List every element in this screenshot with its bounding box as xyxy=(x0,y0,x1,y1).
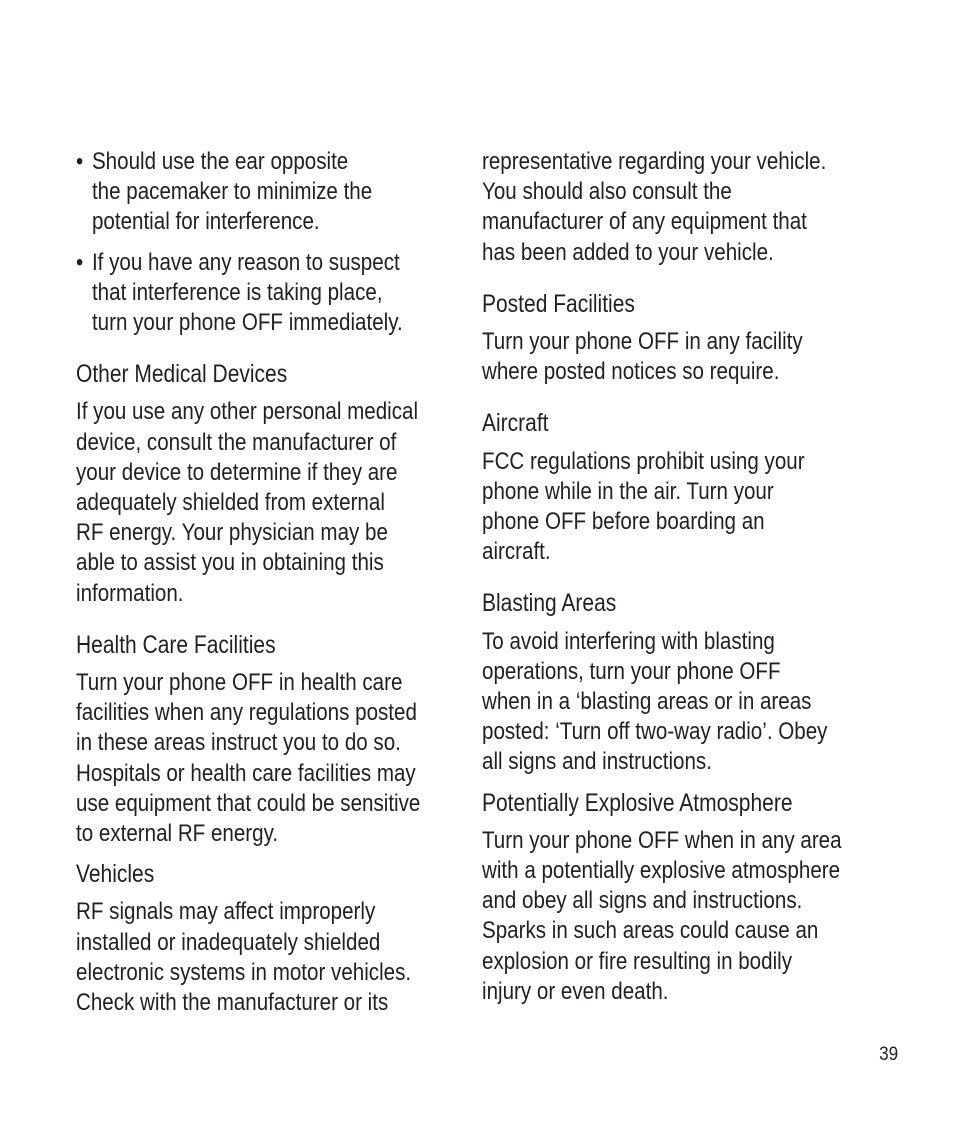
bullet-item xyxy=(76,147,478,238)
section-heading: Potentially Explosive Atmosphere xyxy=(482,788,793,817)
body-line: If you use any other personal medical xyxy=(76,398,419,426)
bullet-line: turn your phone OFF immediately. xyxy=(91,309,403,337)
right-column xyxy=(482,147,867,1007)
body-line: and obey all signs and instructions. xyxy=(482,887,803,915)
section-body xyxy=(76,668,462,849)
section-body xyxy=(482,826,868,1007)
body-line: aircraft. xyxy=(482,538,551,566)
section-heading: Aircraft xyxy=(482,409,549,438)
bullet-symbol: • xyxy=(76,248,84,276)
bullet-item xyxy=(76,248,478,339)
body-line: Turn your phone OFF in any facility xyxy=(482,328,803,356)
body-line: Hospitals or health care facilities may xyxy=(76,759,416,787)
section-body xyxy=(482,447,868,568)
bullet-line: potential for interference. xyxy=(91,208,320,236)
body-line: FCC regulations prohibit using your xyxy=(482,447,805,475)
body-line: with a potentially explosive atmosphere xyxy=(482,857,841,885)
body-line: facilities when any regulations posted xyxy=(76,699,417,727)
bullet-line: that interference is taking place, xyxy=(91,278,383,306)
body-line: all signs and instructions. xyxy=(482,748,712,776)
body-line: RF energy. Your physician may be xyxy=(76,519,388,547)
body-line: injury or even death. xyxy=(482,977,669,1005)
body-line: device, consult the manufacturer of xyxy=(76,428,397,456)
section-heading: Vehicles xyxy=(76,860,155,889)
left-column xyxy=(76,147,461,1018)
body-line: electronic systems in motor vehicles. xyxy=(76,958,412,986)
section-heading: Blasting Areas xyxy=(482,589,617,618)
bullet-line: the pacemaker to minimize the xyxy=(91,178,373,206)
body-line: posted: ‘Turn off two-way radio’. Obey xyxy=(482,718,828,746)
page-number: 39 xyxy=(878,1044,898,1065)
body-line: phone while in the air. Turn your xyxy=(482,477,774,505)
body-line: Sparks in such areas could cause an xyxy=(482,917,819,945)
body-line: your device to determine if they are xyxy=(76,458,398,486)
section-heading: Other Medical Devices xyxy=(76,360,288,389)
body-line: in these areas instruct you to do so. xyxy=(76,729,401,757)
body-line: operations, turn your phone OFF xyxy=(482,657,781,685)
body-line: You should also consult the xyxy=(482,178,732,206)
section-heading: Posted Facilities xyxy=(482,289,635,318)
body-line: installed or inadequately shielded xyxy=(76,928,381,956)
section-body xyxy=(482,327,868,387)
continued-paragraph xyxy=(482,147,868,268)
bullet-line: Should use the ear opposite xyxy=(91,148,349,175)
body-line: manufacturer of any equipment that xyxy=(482,208,807,236)
section-heading: Health Care Facilities xyxy=(76,630,276,659)
body-line: use equipment that could be sensitive xyxy=(76,789,421,817)
body-line: has been added to your vehicle. xyxy=(482,238,774,266)
bullet-symbol: • xyxy=(76,148,84,175)
section-body xyxy=(76,397,462,608)
body-line: adequately shielded from external xyxy=(76,489,385,517)
body-line: To avoid interfering with blasting xyxy=(482,627,775,655)
body-line: RF signals may affect improperly xyxy=(76,898,376,926)
section-body xyxy=(76,897,462,1018)
section-body xyxy=(482,627,868,778)
body-line: Check with the manufacturer or its xyxy=(76,989,389,1017)
bullet-line: If you have any reason to suspect xyxy=(91,248,400,276)
body-line: representative regarding your vehicle. xyxy=(482,148,827,175)
body-line: phone OFF before boarding an xyxy=(482,508,765,536)
body-line: information. xyxy=(76,579,184,607)
body-line: where posted notices so require. xyxy=(482,358,780,386)
body-line: able to assist you in obtaining this xyxy=(76,549,384,577)
body-line: Turn your phone OFF in health care xyxy=(76,669,403,697)
body-line: Turn your phone OFF when in any area xyxy=(482,826,842,854)
body-line: to external RF energy. xyxy=(76,820,279,848)
body-line: explosion or fire resulting in bodily xyxy=(482,947,793,975)
body-line: when in a ‘blasting areas or in areas xyxy=(482,688,812,716)
